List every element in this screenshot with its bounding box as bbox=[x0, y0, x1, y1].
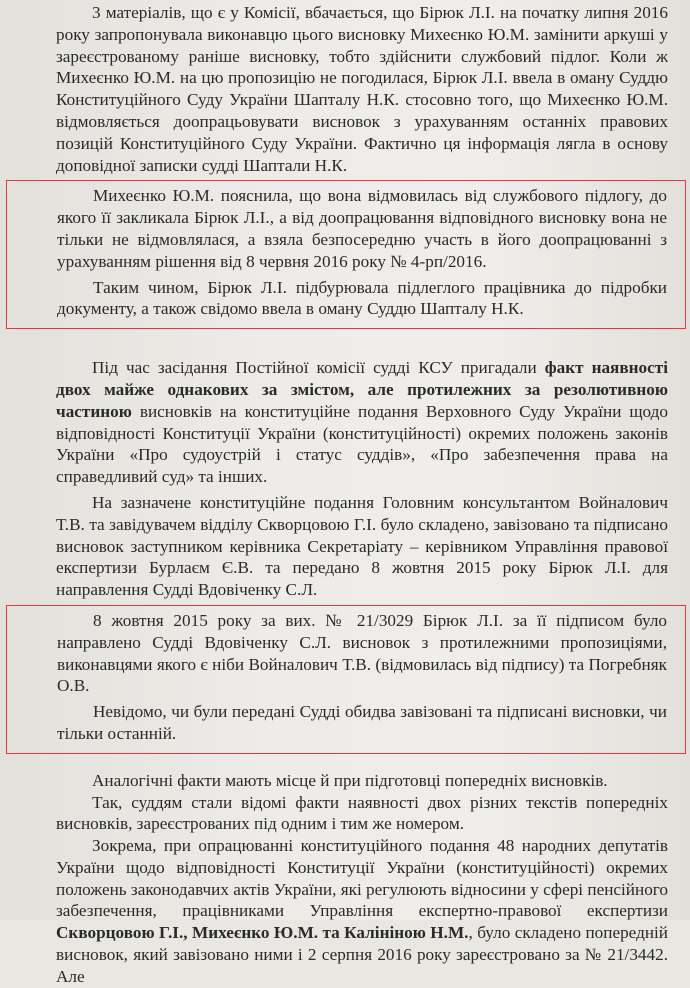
p10-text-bold: Скворцовою Г.І., Михеєнко Ю.М. та Калініною Н.М. bbox=[56, 923, 469, 943]
section-middle bbox=[56, 357, 668, 601]
p4-text-c: висновків на конституційне подання Верховного Суду України щодо відповідності Конституції України (конституційності) окремих положень законів України «Про судоустрій і статус суддів», «Про забезпечення права на справедливий суд» та інших. bbox=[56, 401, 668, 487]
paragraph-p1 bbox=[56, 2, 668, 176]
paragraph-p6 bbox=[57, 610, 667, 697]
p5-text: На зазначене конституційне подання Головним консультантом Войналович Т.В. та завідувачем відділу Скворцовою Г.І. було складено, завізовано та підписано висновок заступником керівника Секретаріату – керівником Управління правової експертизи Бурлаєм Є.В. та передано 8 жовтня 2015 року Бірюк Л.І. для направлення Судді Вдовіченку С.Л. bbox=[56, 492, 668, 600]
p1-text: 3 матеріалів, що є у Комісії, вбачається, що Бірюк Л.І. на початку липня 2016 року запропонувала виконавцю цього висновку Михеєнко Ю.М. замінити аркуші у зареєстрованому раніше висновку, тобто здійснити службовий підлог. Коли ж Михеєнко Ю.М. на цю пропозицію не погодилася, Бірюк Л.І. ввела в оману Суддю Конституційного Суду України Шапталу Н.К. стосовно того, що Михеєнко Ю.М. відмовляється доопрацьовувати висновок з урахуванням останніх правових позицій Конституційного Суду України. Фактично ця інформація лягла в основу доповідної записки судді Шаптали Н.К. bbox=[56, 3, 668, 175]
paragraph-p4 bbox=[56, 357, 668, 488]
p2-text: Михеєнко Ю.М. пояснила, що вона відмовилась від службового підлогу, до якого її закликала Бірюк Л.І., а від доопрацювання відповідного висновку вона не тільки не відмовлялася, а взяла безпосередню участь в його доопрацюванні з урахуванням рішення від 8 червня 2016 року № 4-рп/2016. bbox=[57, 186, 667, 271]
p9-text: Так, суддям стали відомі факти наявності двох різних текстів попередніх висновків, зареєстрованих під одним і тим же номером. bbox=[56, 792, 668, 834]
highlight-box-2 bbox=[6, 605, 686, 754]
p4-text-bold: факт наявності двох майже однакових за змістом, але протилежних за резолютивною частиною bbox=[56, 358, 668, 421]
p4-text-a: Під час засідання Постійної комісії судді КСУ пригадали bbox=[92, 358, 545, 378]
paragraph-p5 bbox=[56, 492, 668, 601]
p10-text-c: , було складено попередній висновок, який завізовано ними і 2 серпня 2016 року зареєстровано за № 21/3442. Але bbox=[56, 923, 668, 986]
p6-text: 8 жовтня 2015 року за вих. № 21/3029 Бірюк Л.І. за її підписом було направлено Судді Вдовіченку С.Л. висновок з протилежними пропозиціями, виконавцями якого є ніби Войналович Т.В. (відмовилась від підпису) та Погребняк О.В. bbox=[57, 610, 667, 696]
highlight-box-1 bbox=[6, 180, 686, 329]
paragraph-p10 bbox=[56, 835, 668, 988]
paragraph-p9 bbox=[56, 792, 668, 836]
paragraph-p8 bbox=[56, 770, 668, 792]
paragraph-p7 bbox=[57, 701, 667, 745]
p3-text: Таким чином, Бірюк Л.І. підбурювала підлеглого працівника до підробки документу, а також свідомо ввела в оману Суддю Шапталу Н.К. bbox=[57, 277, 667, 319]
p7-text: Невідомо, чи були передані Судді обидва завізовані та підписані висновки, чи тільки останній. bbox=[57, 702, 667, 743]
section-top bbox=[56, 0, 668, 176]
p10-text-a: Зокрема, при опрацюванні конституційного подання 48 народних депутатів України щодо відповідності Конституції України (конституційності) окремих положень законодавчих актів України, які регулюють відносини у сфері пенсійного забезпечення, працівниками Управління експертно-правової експертизи bbox=[56, 836, 668, 921]
section-bottom bbox=[56, 770, 668, 988]
paragraph-p2 bbox=[57, 185, 667, 272]
paragraph-p3 bbox=[57, 277, 667, 321]
p8-text: Аналогічні факти мають місце й при підготовці попередніх висновків. bbox=[92, 770, 608, 790]
